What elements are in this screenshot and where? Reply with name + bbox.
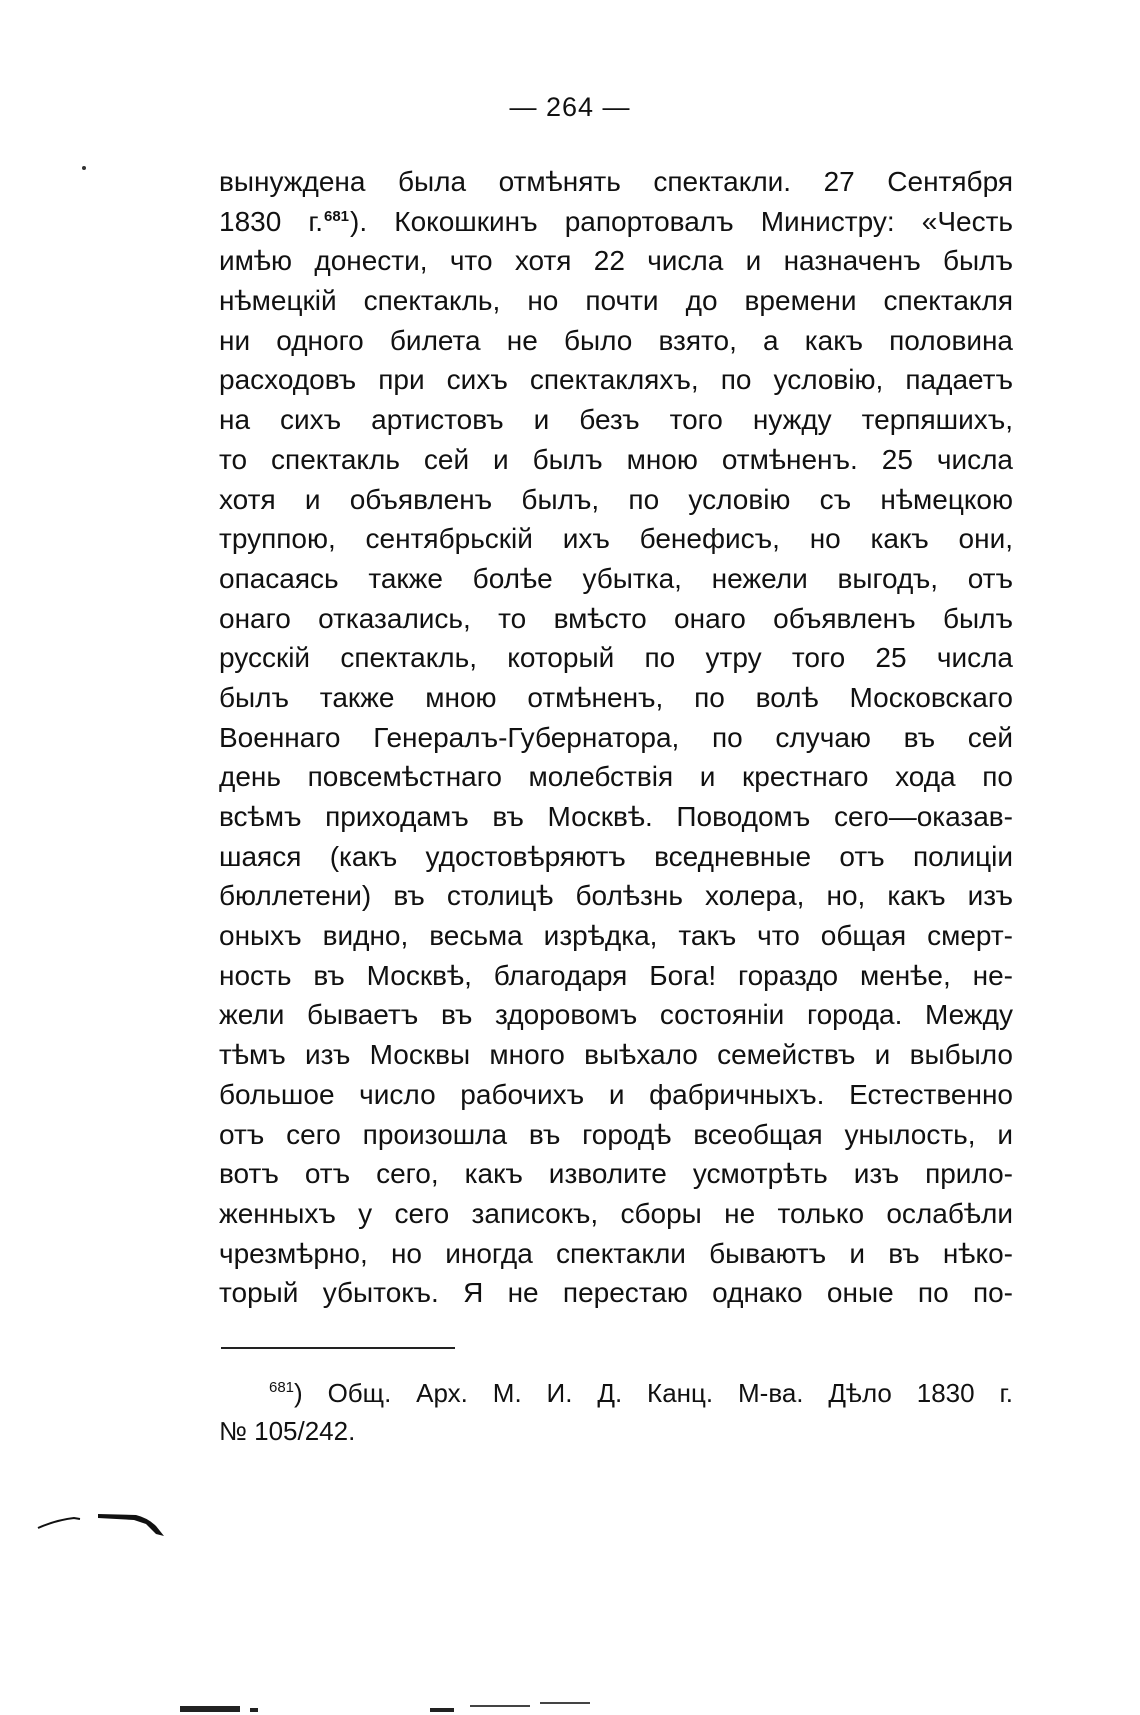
text-line-22: жели бываетъ въ здоровомъ состояніи города. Между (219, 999, 1013, 1031)
text-line-24: большое число рабочихъ и фабричныхъ. Естественно (219, 1078, 1013, 1110)
text-line-28: чрезмѣрно, но иногда спектакли бываютъ и въ нѣко- (219, 1237, 1013, 1269)
text-line-12: онаго отказались, то вмѣсто онаго объявленъ былъ (219, 602, 1013, 634)
text-line-2-end: ). Кокошкинъ рапортовалъ Министру: «Честь (350, 205, 1013, 237)
text-line-20: оныхъ видно, весьма изрѣдка, такъ что общая смерт- (219, 920, 1013, 952)
text-line-29: торый убытокъ. Я не перестаю однако оные по по- (219, 1277, 1013, 1309)
footnote-marker: 681 (269, 1379, 295, 1396)
text-line-5: ни одного билета не было взято, а какъ половина (219, 324, 1013, 356)
text-line-21: ность въ Москвѣ, благодаря Бога! гораздо менѣе, не- (219, 959, 1013, 991)
text-line-4: нѣмецкій спектакль, но почти до времени спектакля (219, 285, 1013, 317)
text-line-3: имѣю донести, что хотя 22 числа и назначенъ былъ (219, 245, 1013, 277)
stray-dot-mark (82, 166, 86, 170)
text-line-27: женныхъ у сего записокъ, сборы не только ослабѣли (219, 1197, 1013, 1229)
text-line-17: всѣмъ приходамъ въ Москвѣ. Поводомъ сего—оказав- (219, 801, 1013, 832)
text-line-19: бюллетени) въ столицѣ болѣзнь холера, но, какъ изъ (219, 880, 1013, 912)
text-line-8: то спектакль сей и былъ мною отмѣненъ. 25 числа (219, 443, 1013, 475)
footnote-separator (221, 1347, 455, 1349)
footnote-line-1 (219, 1374, 1013, 1412)
text-line-1: вынуждена была отмѣнять спектакли. 27 Сентября (219, 166, 1013, 197)
text-line-6: расходовъ при сихъ спектакляхъ, по условію, падаетъ (219, 364, 1013, 396)
page-number: — 264 — (509, 92, 631, 122)
text-line-14: былъ также мною отмѣненъ, по волѣ Московскаго (219, 681, 1013, 713)
text-line-13: русскій спектакль, который по утру того 25 числа (219, 642, 1013, 674)
text-line-23: тѣмъ изъ Москвы много выѣхало семействъ и выбыло (219, 1039, 1013, 1071)
text-line-18: шаяся (какъ удостовѣряютъ вседневные отъ полиціи (219, 840, 1013, 872)
footnote (219, 1374, 1013, 1450)
text-line-9: хотя и объявленъ былъ, по условію съ нѣмецкою (219, 483, 1013, 515)
text-line-16: день повсемѣстнаго молебствія и крестнаго хода по (219, 761, 1013, 793)
footnote-citation: ) Общ. Арх. М. И. Д. Канц. М-ва. Дѣло 1830 г. (294, 1378, 1013, 1408)
text-line-26: вотъ отъ сего, какъ изволите усмотрѣть изъ прило- (219, 1158, 1013, 1190)
body-text (219, 162, 1013, 1313)
text-line-15: Военнаго Генералъ-Губернатора, по случаю въ сей (219, 721, 1013, 753)
text-line-7: на сихъ артистовъ и безъ того нужду терпяшихъ, (219, 404, 1013, 436)
text-line-11: опасаясь также болѣе убытка, нежели выгодъ, отъ (219, 562, 1013, 594)
ink-smudge-mark (36, 1506, 186, 1546)
text-line-10: труппою, сентябрьскій ихъ бенефисъ, но какъ они, (219, 523, 1013, 555)
footnote-line-2: № 105/242. (219, 1416, 356, 1446)
scan-edge-marks (180, 1700, 650, 1715)
footnote-reference: 681 (324, 207, 350, 225)
text-line-2 (219, 202, 1013, 242)
text-line-2-start: 1830 г. (219, 205, 323, 237)
text-line-25: отъ сего произошла въ городѣ всеобщая унылость, и (219, 1118, 1013, 1150)
